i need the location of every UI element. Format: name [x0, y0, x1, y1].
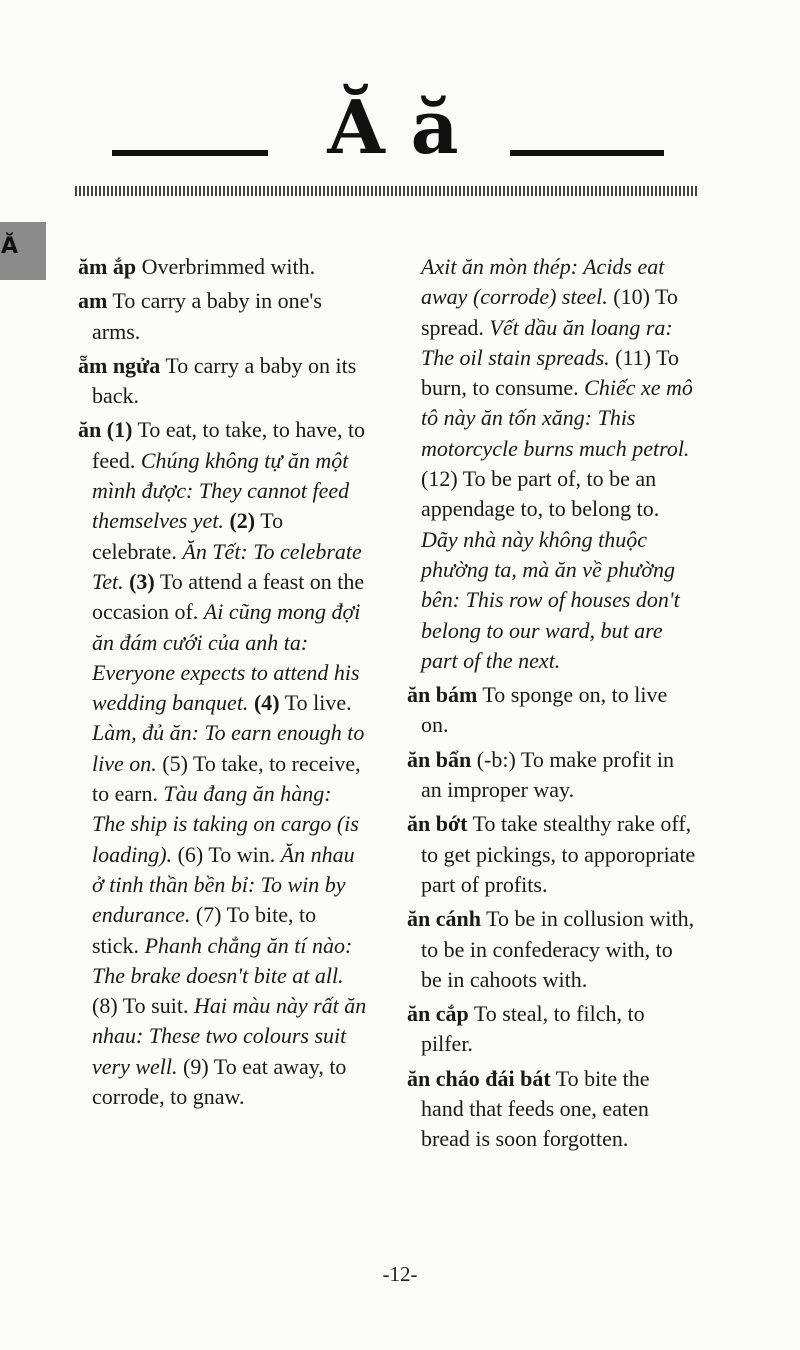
example: Hai màu này rất ăn nhau: These two colours suit very well.: [92, 993, 367, 1079]
entry-am: [78, 286, 368, 347]
definition: To eat, to take, to have, to feed.: [92, 417, 366, 473]
definition: To attend a feast on the occasion of.: [92, 568, 365, 625]
sense-number: (3): [123, 568, 155, 594]
definition: (9) To eat away, to corrode, to gnaw.: [92, 1053, 347, 1110]
right-column: [407, 252, 697, 1159]
definition: Overbrimmed with.: [136, 254, 316, 279]
definition: (6) To win.: [172, 841, 281, 867]
sense-number: (1): [101, 417, 133, 443]
example: Dãy nhà này không thuộc phường ta, mà ăn về phường bên: This row of houses don't belong to our ward, but are part of the next.: [421, 526, 680, 673]
entry-an-chao-dai-bat: [407, 1064, 697, 1155]
example: Tàu đang ăn hàng: The ship is taking on cargo (is loading).: [92, 781, 359, 867]
entry-an-ban: [407, 745, 697, 806]
page-number: -12-: [382, 1262, 418, 1286]
definition: (8) To suit.: [92, 993, 194, 1019]
headword: ăn cắp: [407, 1001, 469, 1027]
usage-tag: (-b:): [471, 746, 516, 772]
example: Làm, đủ ăn: To earn enough to live on.: [92, 720, 365, 776]
header-rule-left: [112, 150, 268, 156]
left-column: [78, 252, 368, 1116]
entry-an-canh: [407, 904, 697, 995]
section-letter: Ă ă: [327, 85, 459, 171]
headword: ăn: [78, 417, 102, 443]
headword: ăn bám: [407, 682, 478, 708]
decorative-tick-rule: [75, 186, 697, 196]
headword: am: [78, 288, 108, 314]
headword: ăn bớt: [407, 811, 468, 837]
definition: To make profit in an improper way.: [421, 746, 674, 803]
definition: To celebrate.: [92, 508, 284, 564]
headword: ăn cháo đái bát: [407, 1065, 551, 1091]
example: Ăn Tết: To celebrate Tet.: [92, 538, 362, 594]
definition: To sponge on, to live on.: [421, 682, 668, 738]
example: Chúng không tự ăn một mình được: They cannot feed themselves yet.: [92, 447, 350, 534]
sense-number: (2): [223, 508, 256, 534]
definition: To be in collusion with, to be in confederacy with, to be in cahoots with.: [421, 906, 695, 992]
example: Axit ăn mòn thép: Acids eat away (corrode) steel.: [421, 254, 665, 310]
entry-an-continued: [407, 252, 697, 676]
definition: (5) To take, to receive, to earn.: [92, 750, 361, 807]
definition: (12) To be part of, to be an appendage to, to belong to.: [421, 466, 660, 522]
entry-an-bam: [407, 680, 697, 741]
entry-am-ngua: [78, 351, 368, 412]
definition: To take stealthy rake off, to get pickings, to apporopriate part of profits.: [421, 811, 696, 897]
example: Ai cũng mong đợi ăn đám cưới của anh ta: Everyone expects to attend his wedding banquet.: [92, 599, 361, 716]
thumb-index-tab: [0, 222, 46, 280]
entry-am-ap: [78, 252, 368, 282]
section-header: [0, 78, 800, 178]
definition: To carry a baby in one's arms.: [92, 288, 322, 344]
definition: (11) To burn, to consume.: [421, 344, 679, 401]
headword: ăn cánh: [407, 906, 481, 932]
definition: (7) To bite, to stick.: [92, 902, 317, 958]
example: Ăn nhau ở tinh thần bền bỉ: To win by endurance.: [92, 841, 355, 928]
example: Phanh chẳng ăn tí nào: The brake doesn't bite at all.: [92, 932, 353, 988]
definition: To steal, to filch, to pilfer.: [421, 1001, 645, 1057]
example: Chiếc xe mô tô này ăn tốn xăng: This motorcycle burns much petrol.: [421, 375, 693, 461]
headword: ẵm ngửa: [78, 352, 161, 378]
example: Vết dầu ăn loang ra: The oil stain spreads.: [421, 314, 673, 370]
definition: To bite the hand that feeds one, eaten bread is soon forgotten.: [421, 1065, 650, 1152]
definition: To carry a baby on its back.: [92, 352, 357, 409]
thumb-tab-letter: Ă: [1, 234, 19, 259]
definition: To live.: [279, 690, 352, 716]
headword: ăm ắp: [78, 254, 137, 279]
entry-an: [78, 415, 368, 1112]
sense-number: (4): [248, 690, 280, 716]
headword: ăn bẩn: [407, 746, 472, 772]
definition: (10) To spread.: [421, 284, 678, 340]
entry-an-cap: [407, 999, 697, 1060]
entry-an-bot: [407, 809, 697, 900]
header-rule-right: [510, 150, 664, 156]
